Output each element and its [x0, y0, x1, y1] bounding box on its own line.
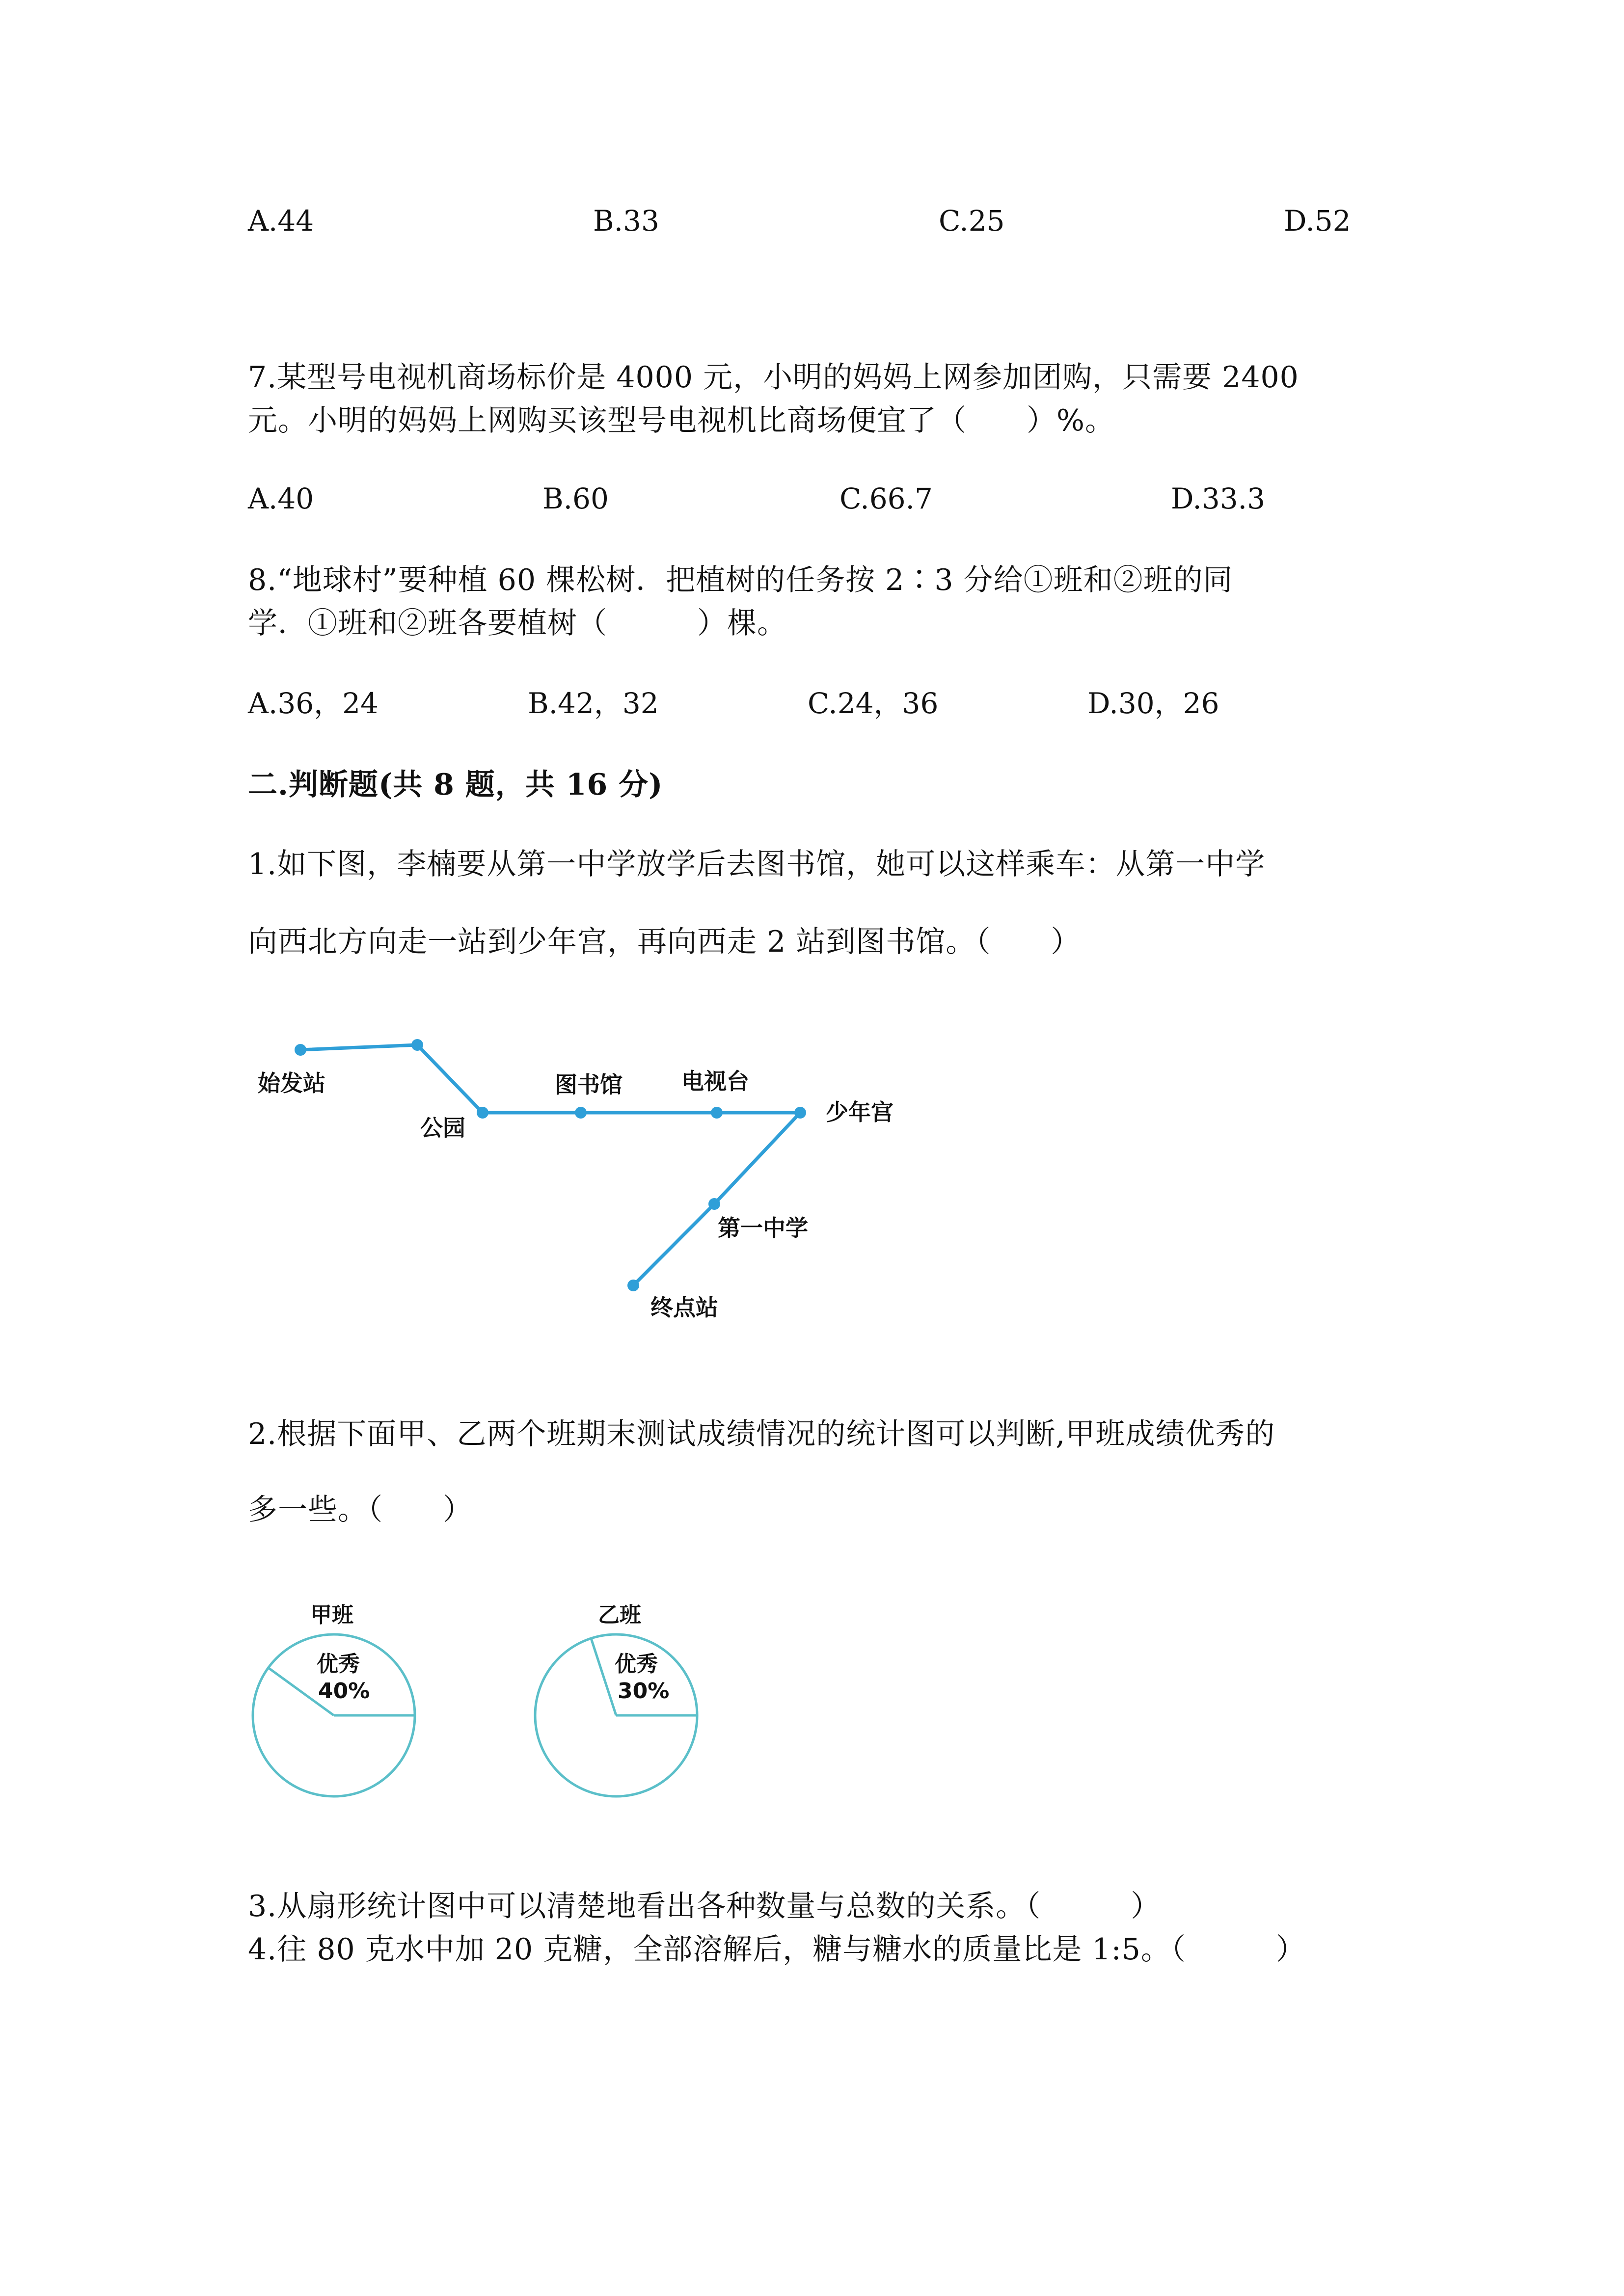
station-label-tv-station: 电视台 — [681, 1068, 749, 1095]
q8-line-1: 8.“地球村”要种植 60 棵松树．把植树的任务按 2∶3 分给①班和②班的同 — [248, 563, 1233, 597]
station-dot — [711, 1107, 723, 1119]
station-dot — [411, 1039, 423, 1051]
station-dot — [627, 1280, 639, 1291]
q8-option-b: B.42，32 — [528, 687, 659, 720]
j1-line-1: 1.如下图，李楠要从第一中学放学后去图书馆，她可以这样乘车：从第一中学 — [248, 847, 1266, 881]
pie-b-label: 优秀 — [615, 1652, 658, 1677]
q6-option-b: B.33 — [593, 204, 659, 238]
q6-option-c: C.25 — [939, 204, 1005, 238]
j2-line-2: 多一些。（ ） — [248, 1493, 473, 1527]
j1-line-2: 向西北方向走一站到少年宫，再向西走 2 站到图书馆。（ ） — [248, 925, 1081, 959]
section-heading: 二.判断题(共 8 题，共 16 分) — [248, 768, 663, 802]
station-label-first-middle-school: 第一中学 — [718, 1215, 808, 1241]
station-label-library: 图书馆 — [555, 1071, 623, 1098]
station-dot — [575, 1107, 587, 1119]
station-dot — [295, 1044, 306, 1056]
q8-option-c: C.24，36 — [808, 687, 939, 720]
q7-option-c: C.66.7 — [839, 482, 933, 515]
pie-a-percent: 40% — [318, 1679, 370, 1704]
station-dot — [477, 1107, 488, 1119]
q6-option-a: A.44 — [248, 204, 314, 238]
bus-route-map — [245, 1006, 933, 1350]
pie-b-title: 乙班 — [598, 1602, 641, 1628]
j3-line-1: 3.从扇形统计图中可以清楚地看出各种数量与总数的关系。（ ） — [248, 1889, 1161, 1923]
station-label-start: 始发站 — [258, 1070, 325, 1096]
station-label-park: 公园 — [420, 1115, 465, 1141]
q7-option-d: D.33.3 — [1171, 482, 1266, 515]
station-dot — [794, 1107, 806, 1119]
q8-line-2: 学．①班和②班各要植树（ ）棵。 — [248, 606, 787, 641]
station-label-youth-palace: 少年宫 — [826, 1099, 893, 1125]
pie-charts — [245, 1600, 736, 1811]
pie-chart-class-b — [535, 1602, 697, 1796]
q7-option-a: A.40 — [248, 482, 314, 515]
q7-line-2: 元。小明的妈妈上网购买该型号电视机比商场便宜了（ ）%。 — [248, 403, 1115, 438]
station-dot — [708, 1198, 720, 1210]
q7-line-1: 7.某型号电视机商场标价是 4000 元，小明的妈妈上网参加团购，只需要 2400 — [248, 360, 1299, 395]
pie-b-radius-end — [591, 1638, 616, 1715]
j2-line-1: 2.根据下面甲、乙两个班期末测试成绩情况的统计图可以判断,甲班成绩优秀的 — [248, 1417, 1275, 1451]
station-label-terminal: 终点站 — [650, 1294, 718, 1321]
q6-option-d: D.52 — [1284, 204, 1351, 238]
q7-option-b: B.60 — [542, 482, 609, 515]
pie-a-title: 甲班 — [310, 1602, 353, 1628]
q8-option-d: D.30，26 — [1087, 687, 1219, 720]
pie-chart-class-a — [253, 1602, 415, 1796]
pie-b-percent: 30% — [618, 1679, 670, 1704]
pie-a-label: 优秀 — [317, 1652, 360, 1677]
q8-option-a: A.36，24 — [248, 687, 379, 720]
j4-line-1: 4.往 80 克水中加 20 克糖，全部溶解后，糖与糖水的质量比是 1:5。（ ） — [248, 1932, 1306, 1967]
